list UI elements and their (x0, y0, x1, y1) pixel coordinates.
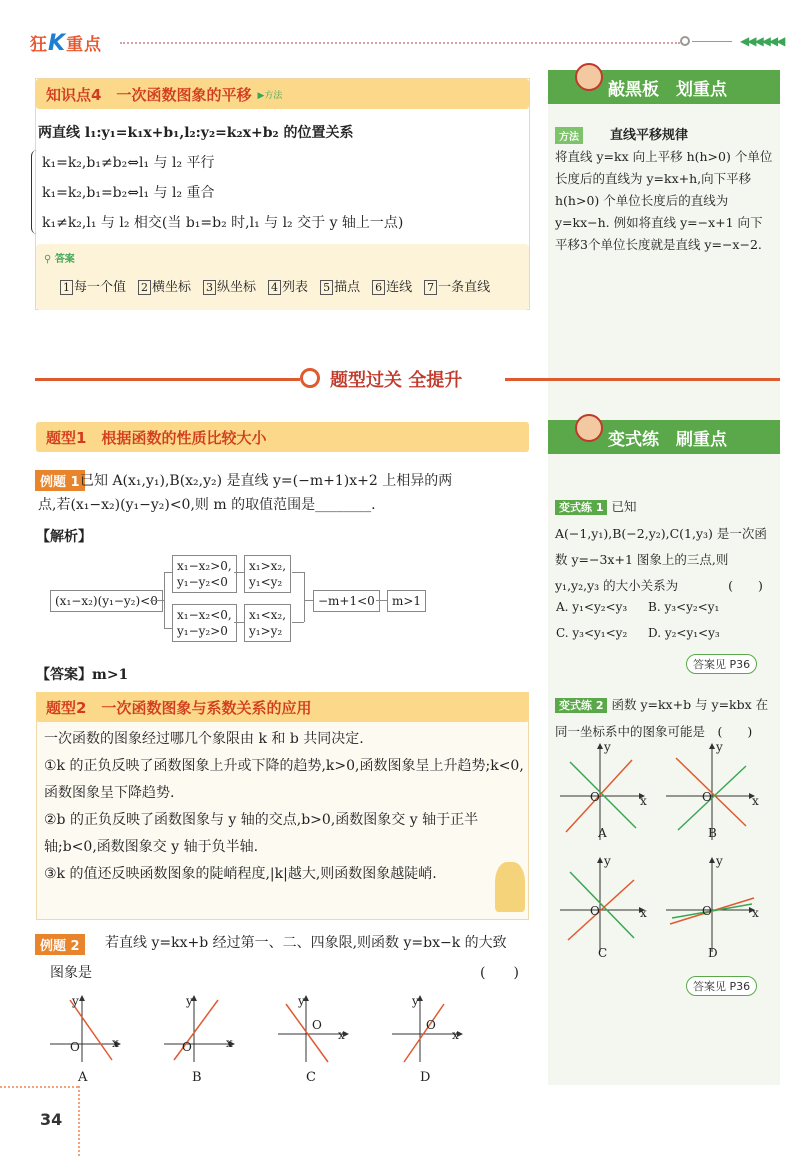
axis-origin-label: O (70, 1040, 80, 1054)
example2-label-a: A (78, 1070, 88, 1085)
example2-graphs (40, 994, 520, 1064)
type1-title: 题型1 根据函数的性质比较大小 (46, 428, 267, 447)
flow-connector (292, 572, 304, 573)
answer-item: 5 描点 (320, 276, 360, 295)
answer-items (60, 276, 490, 295)
axis-y-label: y (716, 740, 723, 754)
axis-origin-label: O (182, 1040, 192, 1054)
variant2-question: 函数 y=kx+b 与 y=kbx 在同一坐标系中的图象可能是 ( ) (555, 697, 769, 739)
axis-y-label: y (186, 994, 193, 1008)
flow-box-case2 (172, 604, 237, 642)
example2-label-b: B (192, 1070, 202, 1085)
flow-text: x₁>x₂, (249, 559, 287, 573)
kp4-heading: 两直线 l₁:y₁=k₁x+b₁,l₂:y₂=k₂x+b₂ 的位置关系 (38, 125, 354, 141)
method-title: 直线平移规律 (610, 128, 689, 143)
header-dotted-line (120, 42, 680, 44)
duck-mascot-icon (495, 862, 525, 912)
analysis-label: 【解析】 (36, 529, 92, 545)
type2-paragraph: ②b 的正负反映了函数图象与 y 轴的交点,b>0,函数图象交 y 轴于正半轴;b<0,函数图象交 y 轴于负半轴. (44, 812, 479, 855)
flow-connector (304, 572, 305, 622)
footer-dotted-line (78, 1086, 80, 1156)
flow-box-answer: m>1 (387, 590, 426, 612)
answer-label: ⚲ 答案 (44, 254, 75, 265)
variant1-question: 已知 A(−1,y₁),B(−2,y₂),C(1,y₃) 是一次函数 y=−3x+1 图象上的三点,则 y₁,y₂,y₃ 的大小关系为 ( ) (555, 499, 767, 593)
type2-paragraph: ③k 的值还反映函数图象的陡峭程度,|k|越大,则函数图象越陡峭. (44, 866, 437, 882)
case-parallel: k₁=k₂,b₁≠b₂⇔l₁ 与 l₂ 平行 (42, 155, 215, 171)
axis-x-label: x (640, 906, 647, 920)
variant1-option-a: A. y₁<y₂<y₃ (556, 600, 628, 614)
type1-title-bar (36, 422, 529, 452)
axis-origin-label: O (590, 790, 600, 804)
axis-origin-label: O (590, 904, 600, 918)
divider-right (505, 378, 780, 381)
kp4-tag: ▶方法 (257, 90, 283, 101)
teacher-figure-icon (575, 63, 603, 91)
case-intersect: k₁≠k₂,l₁ 与 l₂ 相交(当 b₁=b₂ 时,l₁ 与 l₂ 交于 y 轴上一点) (42, 215, 404, 231)
variant1-option-b: B. y₃<y₂<y₁ (648, 600, 720, 614)
example2-paren: ( ) (480, 965, 519, 981)
method-body: 将直线 y=kx 向上平移 h(h>0) 个单位长度后的直线为 y=kx+h,向下平移 h(h>0) 个单位长度后的直线为 y=kx−h. 例如将直线 y=−x+1 向下平移3个单位长度就是直线 y=−x−2. (555, 149, 773, 252)
axis-x-label: x (338, 1028, 345, 1042)
axis-origin-label: O (702, 790, 712, 804)
variant2-label-a: A (598, 826, 607, 840)
example2-graph-a (50, 996, 120, 1062)
variant1-text (555, 494, 775, 599)
axis-origin-label: O (312, 1018, 322, 1032)
type2-title: 题型2 一次函数图象与系数关系的应用 (46, 698, 312, 717)
method-tag: 方法 (555, 127, 583, 144)
kp4-title: 知识点4 一次函数图象的平移 (46, 85, 252, 104)
variant2-label-b: B (708, 826, 717, 840)
flow-connector (164, 628, 172, 629)
axis-x-label: x (452, 1028, 459, 1042)
example2-label-d: D (420, 1070, 431, 1085)
type2-paragraph: 一次函数的图象经过哪几个象限由 k 和 b 共同决定. (44, 731, 364, 747)
divider-left (35, 378, 300, 381)
axis-x-label: x (640, 794, 647, 808)
axis-x-label: x (112, 1036, 119, 1050)
footer-dotted-line (0, 1086, 78, 1088)
axis-origin-label: O (702, 904, 712, 918)
case-brace (31, 150, 41, 234)
flow-text: y₁<y₂ (249, 575, 283, 589)
axis-x-label: x (226, 1036, 233, 1050)
flow-text: y₁−y₂>0 (177, 624, 228, 638)
flow-connector (164, 572, 172, 573)
flow-box-result1 (244, 555, 291, 593)
example2-text2: 图象是 (50, 965, 92, 981)
flow-connector (376, 600, 387, 601)
flow-connector (150, 600, 164, 601)
example1-tag: 例题 1 (35, 470, 85, 491)
answer-item: 1 每一个值 (60, 276, 126, 295)
flow-box-inequality: −m+1<0 (313, 590, 380, 612)
example1-line1: 已知 A(x₁,y₁),B(x₂,y₂) 是直线 y=(−m+1)x+2 上相异的两 (80, 473, 453, 489)
answer-item: 3 纵坐标 (203, 276, 256, 295)
header-line (692, 41, 732, 42)
flow-connector (234, 622, 244, 623)
divider-swirl-icon (300, 368, 320, 388)
variant1-option-c: C. y₃<y₁<y₂ (556, 626, 628, 640)
axis-y-label: y (604, 740, 611, 754)
axis-x-label: x (752, 794, 759, 808)
flow-box-result2 (244, 604, 291, 642)
flow-box-condition: (x₁−x₂)(y₁−y₂)<0 (50, 590, 163, 612)
board1-title: 敲黑板 划重点 (548, 70, 780, 104)
variant1-tag: 变式练 1 (555, 500, 607, 515)
variant2-label-d: D (708, 946, 718, 960)
board2-title: 变式练 刷重点 (548, 420, 780, 454)
header-logo: 狂K重点 (30, 31, 103, 56)
flow-box-case1 (172, 555, 237, 593)
answer-item: 4 列表 (268, 276, 308, 295)
axis-x-label: x (752, 906, 759, 920)
flow-text: y₁−y₂<0 (177, 575, 228, 589)
flow-connector (234, 572, 244, 573)
answer-item: 2 横坐标 (138, 276, 191, 295)
flow-connector (292, 622, 304, 623)
axis-y-label: y (716, 854, 723, 868)
example2-text: 若直线 y=kx+b 经过第一、二、四象限,则函数 y=bx−k 的大致 (105, 935, 507, 951)
axis-origin-label: O (426, 1018, 436, 1032)
divider-title: 题型过关 全提升 (330, 370, 463, 391)
flow-text: x₁−x₂<0, (177, 608, 232, 622)
type2-paragraph: ①k 的正负反映了函数图象上升或下降的趋势,k>0,函数图象呈上升趋势;k<0,函数图象呈下降趋势. (44, 758, 524, 801)
variant2-tag: 变式练 2 (555, 698, 607, 713)
axis-y-label: y (72, 994, 79, 1008)
variant2-text (555, 692, 775, 745)
flow-text: y₁>y₂ (249, 624, 283, 638)
case-coincide: k₁=k₂,b₁=b₂⇔l₁ 与 l₂ 重合 (42, 185, 215, 201)
kp4-title-bar (36, 79, 529, 109)
flow-text: x₁<x₂, (249, 608, 287, 622)
example2-label-c: C (306, 1070, 316, 1085)
variant2-see-answer: 答案见 P36 (686, 976, 757, 996)
example2-tag: 例题 2 (35, 934, 85, 955)
example1-answer: 【答案】m>1 (36, 667, 129, 683)
example1-line2: 点,若(x₁−x₂)(y₁−y₂)<0,则 m 的取值范围是________. (38, 497, 376, 513)
variant2-label-c: C (598, 946, 608, 960)
flow-connector (164, 572, 165, 628)
axis-y-label: y (412, 994, 419, 1008)
answer-item: 6 连线 (372, 276, 412, 295)
flow-connector (304, 600, 313, 601)
type2-body (44, 726, 524, 888)
variant1-option-d: D. y₂<y₁<y₃ (648, 626, 720, 640)
header-arrows-icon: ◀◀◀◀◀◀ (740, 34, 784, 48)
page-number: 34 (40, 1110, 63, 1129)
flow-text: x₁−x₂>0, (177, 559, 232, 573)
axis-y-label: y (298, 994, 305, 1008)
variant1-see-answer: 答案见 P36 (686, 654, 757, 674)
answer-item: 7 一条直线 (424, 276, 490, 295)
variant2-graph-c (560, 858, 644, 952)
header-circle-icon (680, 36, 690, 46)
variant2-graphs (548, 740, 780, 970)
teacher-figure-icon (575, 414, 603, 442)
example2-graph-b (164, 996, 234, 1062)
type2-title-bar (36, 692, 529, 722)
axis-y-label: y (604, 854, 611, 868)
